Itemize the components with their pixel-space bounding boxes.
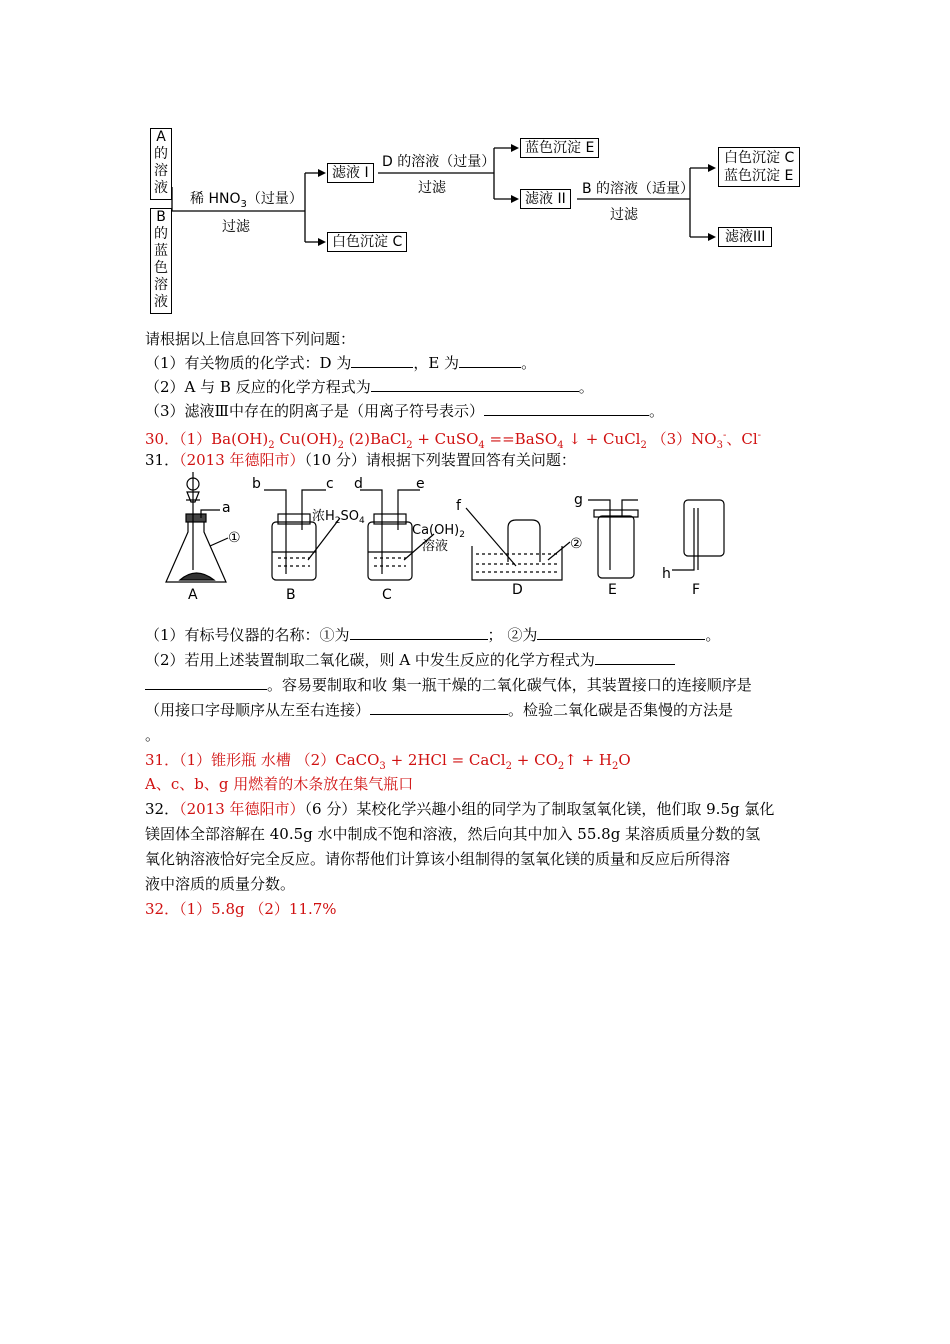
q31-part2-line4: 。 <box>145 726 161 744</box>
label-h2so4: 浓$H_2SO_4$ <box>312 509 365 526</box>
q32-answer: 32．（1）5.8g （2）11.7% <box>145 900 337 918</box>
q31-heading: 31．（2013 年德阳市）（10 分）请根据下列装置回答有关问题： <box>145 451 576 469</box>
q30-part3: （3）滤液Ⅲ中存在的阴离子是（用离子符号表示） 。 <box>145 402 665 420</box>
label-mark1: ① <box>228 530 241 546</box>
label-b: b <box>252 476 261 492</box>
q31-answer-line1: 31．（1）锥形瓶 水槽 （2）CaCO$_3$ + 2HCl = CaCl$_2$ + $CO_2↑ + H_2O$ <box>145 751 631 772</box>
answer-blank <box>537 624 705 640</box>
step2-label-top: D 的溶液（过量） <box>382 154 496 170</box>
label-F: F <box>692 582 701 598</box>
step2-label-bottom: 过滤 <box>418 180 446 196</box>
a-char: 溶 <box>154 163 168 179</box>
q30-answer: 30．$(1)Ba(OH)_2$ $Cu(OH)_2$ (2)BaCl$_2$ + CuSO$_4$ ==BaSO$_4$ ↓ + CuCl$_2$ $(3)NO_3^-$、Cl- <box>145 430 762 451</box>
a-char: 的 <box>154 146 168 162</box>
q31-part2-line3: （用接口字母顺序从左至右连接） 。检验二氧化碳是否集慢的方法是 <box>145 701 734 719</box>
apparatus-d <box>466 508 570 580</box>
label-A: A <box>188 587 198 603</box>
a-char: 液 <box>154 180 168 196</box>
blue-precipitate-e-box: 蓝色沉淀 E <box>520 138 599 158</box>
q30-part1: （1）有关物质的化学式：D 为 ，E 为 。 <box>145 354 537 372</box>
apparatus-f <box>672 500 724 570</box>
b-char: 的 <box>154 226 168 242</box>
label-c: c <box>326 476 334 492</box>
q32-line1: 32．（2013 年德阳市）（6 分）某校化学兴趣小组的同学为了制取氢氧化镁，他们取 9.5g 氯化 <box>145 800 775 818</box>
answer-blank <box>484 400 649 416</box>
filtrate-3-box: 滤液III <box>718 227 772 247</box>
solution-b-box <box>150 208 172 314</box>
label-f: f <box>456 498 461 514</box>
b-char: 蓝 <box>154 243 168 259</box>
solution-a-box <box>150 128 172 200</box>
b-char: 溶 <box>154 277 168 293</box>
q31-part2-line2: 。容易要制取和收 集一瓶干燥的二氧化碳气体，其装置接口的连接顺序是 <box>145 674 752 696</box>
white-precipitate-c-box: 白色沉淀 C <box>327 232 407 252</box>
final-precipitates-box <box>718 147 800 187</box>
filtrate-2-box: 滤液 II <box>520 189 571 209</box>
b-char: 液 <box>154 294 168 310</box>
b-char: 色 <box>154 260 168 276</box>
answer-blank <box>145 674 267 690</box>
label-d: d <box>354 476 363 492</box>
apparatus-figure <box>150 470 750 610</box>
apparatus-a <box>166 472 228 582</box>
label-mark2: ② <box>570 536 583 552</box>
label-D: D <box>512 582 523 598</box>
answer-blank <box>351 352 413 368</box>
label-solution: 溶液 <box>422 539 449 554</box>
q31-answer-line2: A、c、b、g 用燃着的木条放在集气瓶口 <box>145 775 414 793</box>
step3-label-bottom: 过滤 <box>610 207 638 223</box>
q30-intro: 请根据以上信息回答下列问题： <box>145 330 356 348</box>
answer-blank <box>459 352 521 368</box>
b-char: B <box>156 209 166 225</box>
apparatus-e <box>588 500 638 578</box>
label-caoh2: $Ca(OH)_2$ <box>412 523 465 540</box>
a-char: A <box>156 129 166 145</box>
q31-part1: （1）有标号仪器的名称：①为 ； ②为 。 <box>145 626 721 644</box>
apparatus-b <box>264 490 340 580</box>
step1-label-top: 稀 $HNO_3$（过量） <box>190 191 303 210</box>
answer-blank <box>350 624 488 640</box>
filtrate-1-box: 滤液 I <box>327 163 374 183</box>
answer-blank <box>371 376 579 392</box>
label-B: B <box>286 587 296 603</box>
q32-line3: 氧化钠溶液恰好完全反应。请你帮他们计算该小组制得的氢氧化镁的质量和反应后所得溶 <box>145 850 731 868</box>
step3-label-top: B 的溶液（适量） <box>582 181 695 197</box>
q31-part2-line1: （2）若用上述装置制取二氧化碳，则 A 中发生反应的化学方程式为 <box>145 649 675 671</box>
q32-line4: 液中溶质的质量分数。 <box>145 875 296 893</box>
final-white-c: 白色沉淀 C <box>724 150 795 166</box>
step1-label-bottom: 过滤 <box>222 219 250 235</box>
final-blue-e: 蓝色沉淀 E <box>724 168 794 184</box>
label-C: C <box>382 587 392 603</box>
answer-blank <box>370 699 508 715</box>
q32-line2: 镁固体全部溶解在 40.5g 水中制成不饱和溶液，然后向其中加入 55.8g 某溶质质量分数的氢 <box>145 825 761 843</box>
label-g: g <box>574 492 583 508</box>
label-e: e <box>416 476 425 492</box>
q30-part2: （2）A 与 B 反应的化学方程式为 。 <box>145 378 594 396</box>
label-a: a <box>222 500 231 516</box>
label-h: h <box>662 566 671 582</box>
label-E: E <box>608 582 617 598</box>
answer-blank <box>595 649 675 665</box>
